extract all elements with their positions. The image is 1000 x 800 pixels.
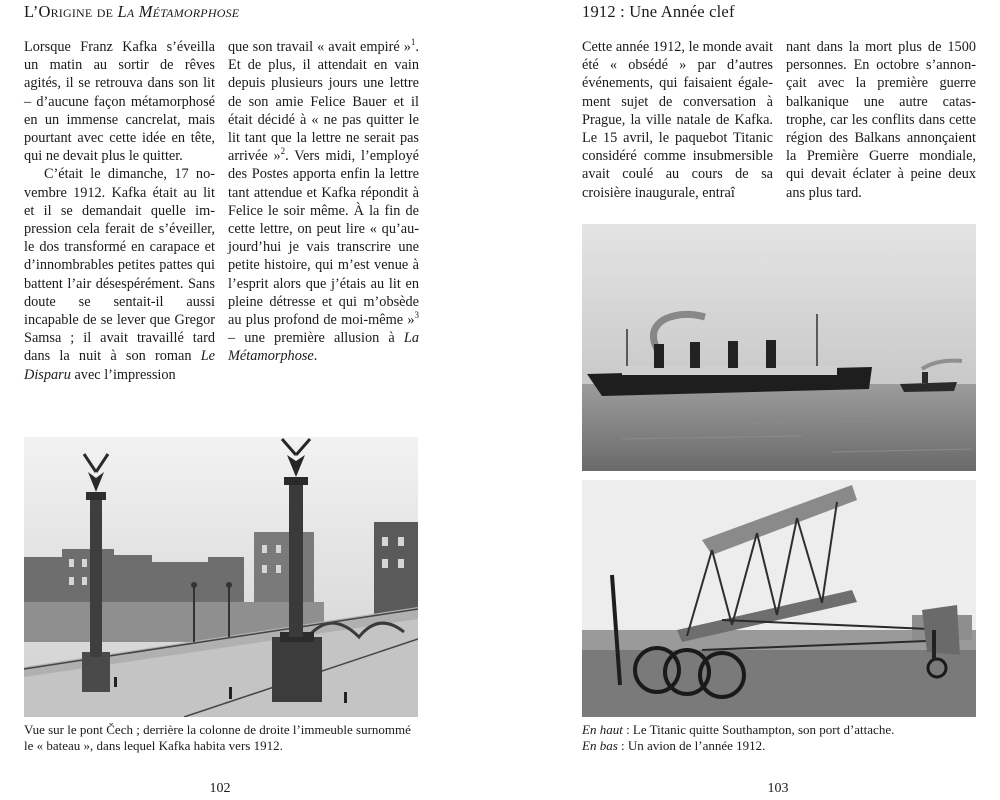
book-title: Le Disparu	[24, 348, 215, 383]
photo-caption-left: Vue sur le pont Čech ; derrière la colonne de droite l’immeuble surnommé le « bateau », dans lequel Kafka habita vers 1912.	[24, 722, 411, 753]
book-title: La Métamorphose	[228, 330, 419, 365]
running-head-left-title: La Métamorphose	[117, 2, 240, 21]
paragraph: C’était le dimanche, 17 novembre 1912. Kafka était au lit et il se demandait quelle impression cela ferait de s’éveiller, le dos transformé en carapace et d’innombrables petites pattes qui battent l’air désespérément. Sans doute se sentait-il aussi incapable de se lever que Gregor Samsa ; il avait travaillé tard dans la nuit à son roman Le Disparu avec l’impression	[24, 166, 215, 383]
titanic-illustration	[582, 224, 976, 471]
footnote-marker: 2	[280, 146, 286, 157]
caption-line-top: En haut : Le Titanic quitte Southampton, son port d’attache.	[582, 722, 895, 737]
right-column-1	[582, 38, 773, 202]
right-column-2	[786, 38, 976, 202]
cech-bridge-illustration	[24, 437, 418, 717]
paragraph: que son travail « avait empiré »$^1$. Et de plus, il attendait en vain depuis plusieurs jours une lettre de son amie Felice Bauer et il était décidé à « ne pas quitter le lit tant que la lettre ne serait pas arrivée »$^2$. Vers midi, l’employé des Postes apporta enfin la lettre tant attendue et Kafka répondit à Felice le soir même. À la fin de cette lettre, on peut lire « qu’aujourd’hui je vais transcrire une petite histoire, qui m’est venue à l’esprit alors que j’étais au lit en pleine détresse et qui m’obsède au plus profond de moi-même »$^3$ – une première allusion à La Métamorphose.	[228, 37, 419, 365]
caption-line-bottom: En bas : Un avion de l’année 1912.	[582, 737, 766, 753]
photo-biplane	[582, 480, 976, 717]
photo-caption-right	[582, 722, 976, 753]
footnote-marker: 1	[410, 37, 416, 48]
page-number: 103	[767, 781, 789, 796]
running-head-right: 1912 : Une Année clef	[582, 2, 735, 21]
running-head-left: L’Origine de La Métamorphose	[24, 2, 240, 21]
photo-titanic	[582, 224, 976, 471]
page-number: 102	[209, 781, 231, 796]
biplane-illustration	[582, 480, 976, 717]
paragraph: Lorsque Franz Kafka s’éveilla un matin au sortir de rêves agités, il se retrouva dans son lit – d’aucune façon métamorphosé en un immense cancrelat, mais pourtant avec cette idée en tête, qui ne devait plus le quitter.	[24, 39, 215, 165]
footnote-marker: 3	[414, 310, 419, 321]
paragraph: Cette année 1912, le monde avait été « obsédé » par d’autres événements, qui faisaient également sujet de conversation à Prague, la ville natale de Kafka. Le 15 avril, le paquebot Titanic considéré comme insubmersible avait coulé au cours de sa croisière inaugurale, entraî	[582, 39, 773, 201]
left-column-1	[24, 38, 215, 384]
left-column-2	[228, 38, 419, 366]
paragraph: nant dans la mort plus de 1500 personnes. En octobre s’annonçait avec la première guerre balkanique une autre catastrophe, car les conflits dans cette région des Balkans annonçaient la Première Guerre mondiale, qui devait éclater à peine deux ans plus tard.	[786, 39, 976, 201]
right-page	[500, 0, 1000, 800]
photo-cech-bridge	[24, 437, 418, 717]
